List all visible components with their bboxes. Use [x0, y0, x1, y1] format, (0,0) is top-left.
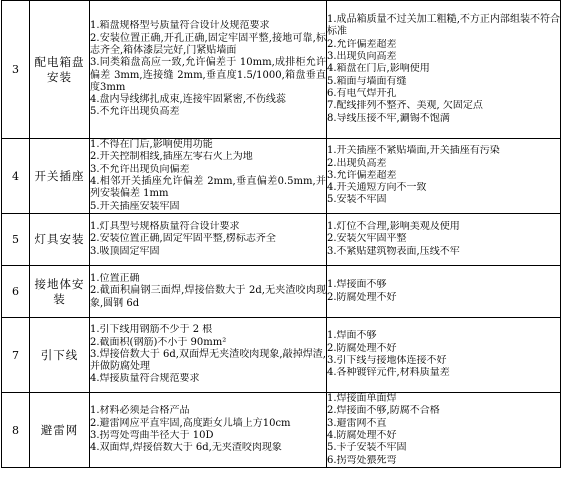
- requirement-line: 2.开关控制相线,插座左零右火上为地: [90, 151, 253, 163]
- requirement-line: 4.盘内导线绑扎成束,连接牢固紧密,不伤线蕊: [90, 94, 286, 106]
- requirement-line: 4.焊接质量符合规范要求: [90, 373, 200, 385]
- problem-line: 1.灯位不合理,影响美观及使用: [327, 221, 460, 233]
- problem-line: 5.安装不牢固: [327, 194, 387, 206]
- quality-inspection-table: [1, 0, 561, 468]
- problems-cell: [327, 318, 561, 393]
- requirements-cell: [90, 1, 327, 139]
- problem-line: 4.防腐处理不好: [327, 430, 397, 441]
- requirement-line: 2.截面积(钢筋)不小于 90mm²: [90, 336, 227, 348]
- problem-line: 2.焊接面不够,防腐不合格: [327, 405, 440, 417]
- requirement-line: 2.避雷网应平直牢固,高度距女儿墙上方10cm: [90, 417, 291, 429]
- problem-line: 1.开关插座不紧贴墙面,开关插座有污染: [327, 145, 500, 157]
- problems-cell: [327, 214, 561, 266]
- requirement-line: 4.双面焊,焊接倍数大于 6d,无夹渣咬肉现象: [90, 442, 282, 454]
- problem-line: 4.各种镀锌元件,材料质量差: [327, 367, 450, 379]
- problem-line: 3.避雷网不直: [327, 417, 387, 429]
- requirement-line: 1.位置正确: [90, 273, 140, 285]
- row-number: 5: [2, 214, 30, 266]
- problems-cell: [327, 393, 561, 468]
- requirement-line: 2.安装位置正确,固定牢固平整,楞标志齐全: [90, 233, 276, 245]
- row-number: 7: [2, 318, 30, 393]
- requirements-cell: [90, 318, 327, 393]
- problem-line: 5.箱面与墙面有缝: [327, 75, 407, 87]
- item-name: 引下线: [30, 318, 90, 393]
- requirement-line: 3.同类箱盘高应一致,允许偏差于 10mm,成排柜允许偏差 3mm,连接缝 2mm,垂直度1.5/1000,箱盘垂直度3mm: [90, 57, 326, 93]
- requirement-line: 5.不允许出现负高差: [90, 106, 180, 118]
- problem-line: 3.不紧贴建筑物表面,压线不牢: [327, 245, 460, 257]
- problem-line: 2.防腐处理不好: [327, 291, 397, 303]
- problem-line: 1.成品箱质量不过关加工粗糙,不方正内部组装不符合标准: [327, 14, 560, 38]
- requirement-line: 2.截面积扁钢三面焊,焊接倍数大于 2d,无夹渣咬肉现象,圆钢 6d: [90, 285, 326, 309]
- requirements-cell: [90, 214, 327, 266]
- problem-line: 3.引下线与接地体连接不好: [327, 355, 447, 366]
- table-row: [2, 393, 561, 468]
- table-row: [2, 318, 561, 393]
- table-row: [2, 1, 561, 139]
- requirement-line: 2.安装位置正确,开孔正确,固定牢固平整,接地可靠,标志齐全,箱体漆层完好,门紧贴墙面: [90, 32, 326, 56]
- problem-line: 6.有电气焊开孔: [327, 87, 397, 99]
- requirement-line: 1.灯具型号规格质量符合设计要求: [90, 221, 240, 233]
- item-name: 开关插座: [30, 139, 90, 214]
- problem-line: 6.拐弯处猥死弯: [327, 454, 397, 466]
- requirement-line: 3.不允许出现负向偏差: [90, 163, 190, 175]
- problem-line: 2.安装欠牢固平整: [327, 233, 407, 245]
- requirement-line: 3.焊接倍数大于 6d,双面焊无夹渣咬肉现象,敲掉焊渣,并做防腐处理: [90, 348, 326, 373]
- problem-line: 4.箱盘在门后,影响使用: [327, 63, 430, 75]
- problem-line: 3.出现负向高差: [327, 51, 397, 63]
- requirement-line: 1.箱盘规格型号质量符合设计及规范要求: [90, 20, 270, 32]
- table-row: [2, 214, 561, 266]
- problem-line: 1.焊面不够: [327, 330, 377, 342]
- table-row: [2, 266, 561, 318]
- requirement-line: 3.吸顶固定牢固: [90, 245, 160, 257]
- requirement-line: 1.引下线用钢筋不少于 2 根: [90, 324, 213, 336]
- requirement-line: 3.拐弯处弯曲半径大于 10D: [90, 430, 214, 441]
- problem-line: 2.出现负高差: [327, 157, 387, 169]
- item-name: 避雷网: [30, 393, 90, 468]
- row-number: 3: [2, 1, 30, 139]
- row-number: 6: [2, 266, 30, 318]
- problems-cell: [327, 1, 561, 139]
- problem-line: 2.防腐处理不好: [327, 342, 397, 354]
- item-name: 接地体安装: [30, 266, 90, 318]
- row-number: 4: [2, 139, 30, 214]
- problem-line: 5.卡子安装不牢固: [327, 442, 407, 454]
- requirement-line: 5.开关插座安装牢固: [90, 200, 180, 212]
- item-name: 配电箱盘安装: [30, 1, 90, 139]
- requirement-line: 1.不得在门后,影响使用功能: [90, 139, 213, 151]
- requirements-cell: [90, 393, 327, 468]
- problems-cell: [327, 139, 561, 214]
- row-number: 8: [2, 393, 30, 468]
- problem-line: 3.允许偏差超差: [327, 169, 397, 181]
- problem-line: 1.焊接面不够: [327, 279, 387, 291]
- problem-line: 2.允许偏差超差: [327, 38, 397, 50]
- problem-line: 7.配线排列不整齐、美观, 欠固定点: [327, 100, 483, 112]
- problems-cell: [327, 266, 561, 318]
- item-name: 灯具安装: [30, 214, 90, 266]
- problem-line: 1.焊接面单面焊: [327, 393, 397, 405]
- problem-line: 8.导线压接不牢,涮锡不饱满: [327, 112, 450, 124]
- table-row: [2, 139, 561, 214]
- requirement-line: 4.相邻开关插座允许偏差 2mm,垂直偏差0.5mm,并列安装偏差 1mm: [90, 176, 326, 200]
- requirement-line: 1.材料必须是合格产品: [90, 405, 190, 417]
- problem-line: 4.开关通短方向不一致: [327, 182, 427, 194]
- requirements-cell: [90, 266, 327, 318]
- requirements-cell: [90, 139, 327, 214]
